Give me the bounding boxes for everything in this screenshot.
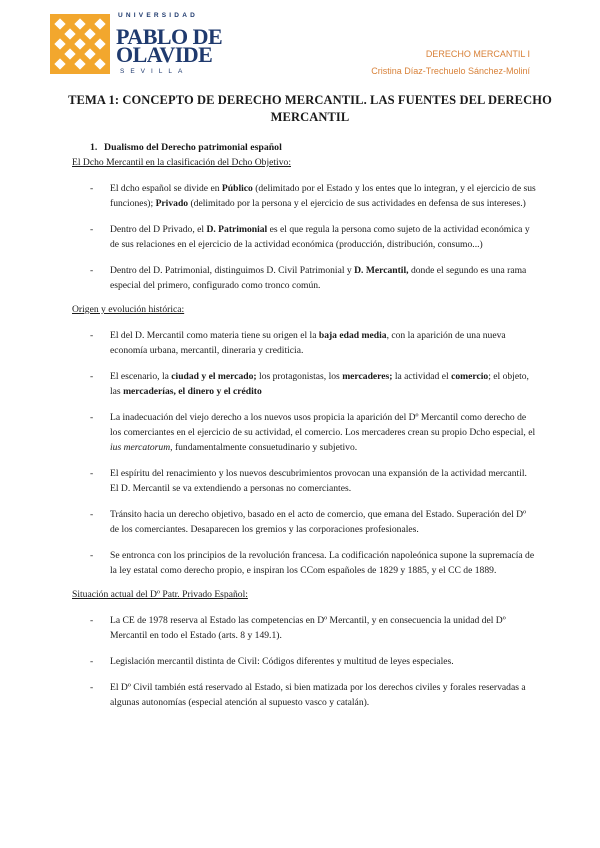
subsection-heading-origin: Origen y evolución histórica: [72,304,185,315]
header-info [371,46,530,80]
subsection-heading-current: Situación actual del Dº Patr. Privado Español: [72,589,248,600]
section-number: 1. [90,142,98,153]
university-logo [50,10,223,80]
course-name: DERECHO MERCANTIL I [425,49,530,59]
list-item-text: El espíritu del renacimiento y los nuevos descubrimientos provocan una expansión de la actividad mercantil. El D. Mercantil se va extendiendo a personas no comerciantes. [110,468,527,494]
emphasized-text: D. Patrimonial [206,224,268,235]
subsection-heading-classification: El Dcho Mercantil en la clasificación del Dcho Objetivo: [72,157,291,168]
list-item-text: , fundamentalmente consuetudinario y subjetivo. [170,442,358,453]
emphasized-text: Privado [155,198,189,209]
logo-emblem-icon [50,14,110,74]
list-item-text: Dentro del D. Patrimonial, distinguimos D. Civil Patrimonial y [110,265,355,276]
emphasized-text: ciudad y el mercado; [171,371,257,382]
list-item-text: El escenario, la [110,371,172,382]
emphasized-text: baja edad media [318,330,387,341]
emphasized-text: ius mercatorum [110,442,171,453]
list-item-text: La inadecuación del viejo derecho a los nuevos usos propicia la aparición del Dº Mercantil como derecho de los comerciantes en el ejercicio de su actividad, el comercio. Los mercaderes crean su propio Dcho especial, el [110,412,536,438]
list-item [72,369,536,399]
emphasized-text: Público [221,183,253,194]
list-item [72,328,536,358]
list-item [72,548,536,578]
logo-name-line1: PABLO DE [116,24,223,49]
list-item-text: la actividad el [392,371,452,382]
list-item-text: donde el segundo es una rama especial del primero, configurado como tronco común. [110,265,527,291]
logo-university-label: UNIVERSIDAD [118,12,198,19]
list-item [72,181,536,211]
list-item-text: El del D. Mercantil como materia tiene su origen el la [110,330,319,341]
list-item-text: Dentro del D Privado, el [110,224,207,235]
emphasized-text: mercaderes; [342,371,393,382]
logo-city: SEVILLA [120,68,189,75]
list-item-text: ; el objeto, las [110,371,529,397]
list-item [72,222,536,252]
list-item [72,507,536,537]
list-item [72,654,536,669]
list-item-text: La CE de 1978 reserva al Estado las competencias en Dº Mercantil, y en consecuencia la unidad del Dº Mercantil en todo el Estado (arts. 8 y 149.1). [110,615,506,641]
author-name: Cristina Díaz-Trechuelo Sánchez-Moliní [371,66,530,76]
list-item [72,410,536,455]
list-item [72,680,536,710]
list-item-text: los protagonistas, los [256,371,343,382]
list-item-text: , con la aparición de una nueva economía urbana, mercantil, dineraria y crediticia. [110,330,506,356]
section-heading [90,140,536,155]
list-item-text: El dcho español se divide en [110,183,222,194]
list-item [72,263,536,293]
emphasized-text: D. Mercantil, [354,265,409,276]
list-classification [72,181,536,293]
list-item-text: (delimitado por el Estado y los entes que lo integran, y el ejercicio de sus funciones); [110,183,536,209]
list-item-text: El Dº Civil también está reservado al Estado, si bien matizada por los derechos civiles y forales reservadas a algunas autonomías (especial atención al supuesto vasco y catalán). [110,682,526,708]
list-item [72,466,536,496]
list-origin [72,328,536,578]
list-item-text: Tránsito hacia un derecho objetivo, basado en el acto de comercio, que emana del Estado. Superación del Dº de los comerciantes. Desaparecen los gremios y las corporaciones profesionales. [110,509,527,535]
list-current [72,613,536,710]
list-item [72,613,536,643]
document-body [72,140,536,710]
section-title: Dualismo del Derecho patrimonial español [104,142,282,153]
list-item-text: (delimitado por la persona y el ejercicio de sus actividades en defensa de sus intereses.) [188,198,526,209]
page-title: TEMA 1: CONCEPTO DE DERECHO MERCANTIL. LAS FUENTES DEL DERECHO MERCANTIL [68,93,552,124]
logo-name-line2: OLAVIDE [116,42,213,67]
list-item-text: Legislación mercantil distinta de Civil: Códigos diferentes y multitud de leyes especiales. [110,656,454,667]
emphasized-text: mercaderías, el dinero y el crédito [123,386,262,397]
list-item-text: es el que regula la persona como sujeto de la actividad económica y de sus relaciones en el ejercicio de la actividad económica (producción, distribución, consumo...) [110,224,530,250]
list-item-text: Se entronca con los principios de la revolución francesa. La codificación napoleónica supone la supremacía de la ley estatal como derecho propio, e inspiran los CCom españoles de 1829 y 1885, y el CC de 1889. [110,550,535,576]
emphasized-text: comercio [451,371,489,382]
